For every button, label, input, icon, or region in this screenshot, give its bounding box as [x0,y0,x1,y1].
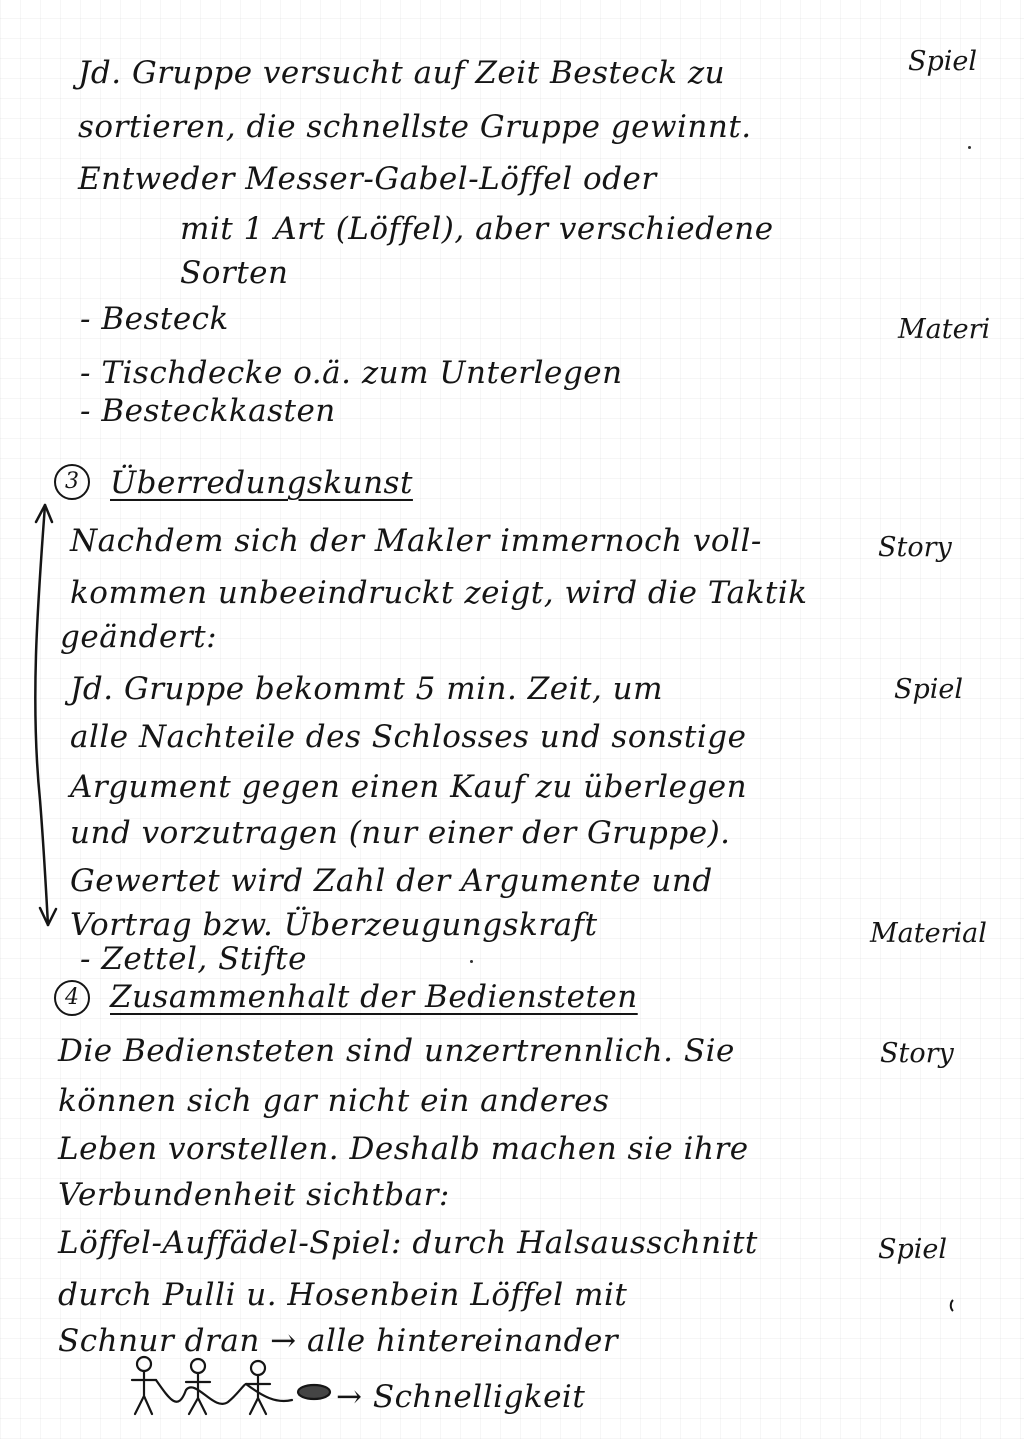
text-line: Vortrag bzw. Überzeugungskraft [70,907,598,943]
stray-mark-icon [951,1300,953,1311]
margin-note-story: Story [878,532,952,563]
text-line: können sich gar nicht ein anderes [58,1083,610,1119]
text-line: geändert: [60,619,218,655]
text-line: Sorten [180,255,289,291]
margin-note-material: Materi [898,314,991,345]
text-line: Jd. Gruppe versucht auf Zeit Besteck zu [78,55,726,91]
section-number-3: 3 [54,464,90,500]
material-item: - Zettel, Stifte [80,941,307,977]
material-item: - Besteckkasten [80,393,336,429]
text-line: mit 1 Art (Löffel), aber verschiedene [180,211,774,247]
text-line: → Schnelligkeit [336,1379,586,1415]
ink-speck [968,146,971,149]
text-line: Nachdem sich der Makler immernoch voll- [70,523,762,559]
text-line: Löffel-Auffädel-Spiel: durch Halsausschnitt [58,1225,758,1261]
material-item: - Tischdecke o.ä. zum Unterlegen [80,355,623,391]
margin-note-story: Story [880,1038,954,1069]
stick-figures-sketch [132,1357,330,1414]
section-number-4: 4 [54,980,90,1016]
section-heading: Überredungskunst [110,465,413,501]
text-line: Argument gegen einen Kauf zu überlegen [70,769,748,805]
margin-note-spiel: Spiel [878,1234,948,1265]
text-line: Jd. Gruppe bekommt 5 min. Zeit, um [70,671,664,707]
text-line: Entweder Messer-Gabel-Löffel oder [78,161,657,197]
text-line: Die Bediensteten sind unzertrennlich. Sie [58,1033,735,1069]
text-line: Schnur dran → alle hintereinander [58,1323,619,1359]
text-line: durch Pulli u. Hosenbein Löffel mit [58,1277,628,1313]
text-line: Gewertet wird Zahl der Argumente und [70,863,713,899]
ink-speck [470,960,473,963]
text-line: kommen unbeeindruckt zeigt, wird die Taktik [70,575,808,611]
text-line: Verbundenheit sichtbar: [58,1177,450,1213]
margin-note-material: Material [870,918,987,949]
double-arrow-icon [35,505,56,925]
text-line: und vorzutragen (nur einer der Gruppe). [70,815,731,851]
margin-note-spiel: Spiel [894,674,964,705]
text-line: alle Nachteile des Schlosses und sonstige [70,719,747,755]
text-line: sortieren, die schnellste Gruppe gewinnt. [78,109,752,145]
text-line: Leben vorstellen. Deshalb machen sie ihre [58,1131,749,1167]
margin-note-spiel: Spiel [908,46,978,77]
section-heading: Zusammenhalt der Bediensteten [110,979,638,1015]
material-item: - Besteck [80,301,229,337]
